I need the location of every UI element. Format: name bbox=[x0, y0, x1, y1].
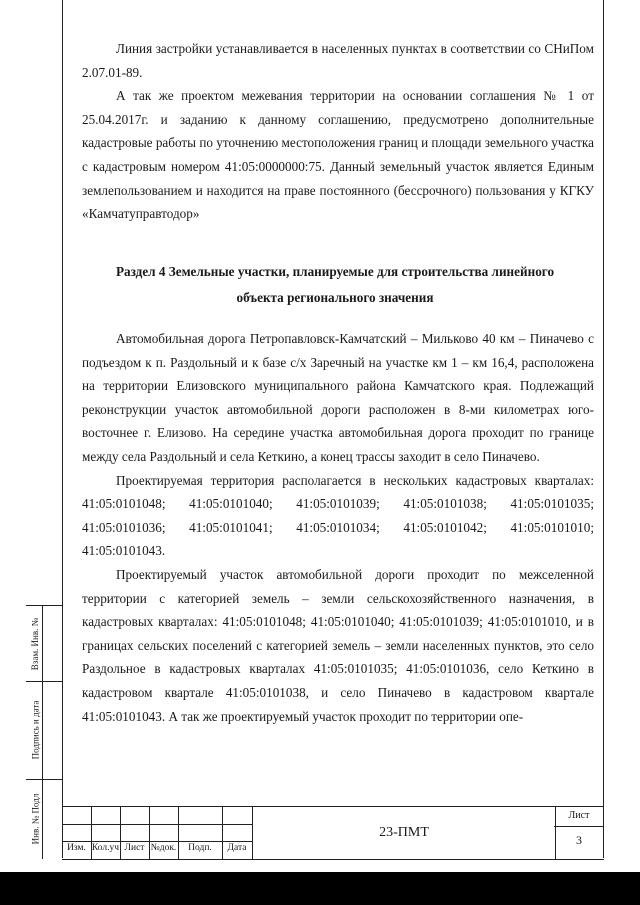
paragraph-1: Линия застройки устанавливается в населенных пунктах в соответствии со СНиПом 2.07.01-89. bbox=[82, 41, 594, 80]
side-stamp-cell-replace bbox=[26, 606, 62, 682]
revision-header-signature: Подп. bbox=[188, 843, 212, 853]
side-stamp bbox=[26, 605, 62, 859]
paragraph-5: Проектируемый участок автомобильной дороги проходит по межселенной территории с категорией земель – земли сельскохозяйственного назначения, в кадастровых кварталах: 41:05:0101048; 41:05:0101040; 41:05:0101039; 41:05:0101010, и в границах сельских поселений с категорией земель – земли населенных пунктов, это село Раздольное в кадастровых кварталах 41:05:0101035; 41:05:0101036, село Кеткино в кадастровом квартале 41:05:0101038, и село Пиначево в кадастровом квартале 41:05:0101043. А так же проектируемый участок проходит по территории опе- bbox=[82, 566, 594, 724]
frame-left-border bbox=[62, 0, 63, 858]
section-heading-line2: объекта регионального значения bbox=[236, 290, 434, 305]
scan-edge-bar bbox=[0, 872, 640, 905]
side-stamp-cell-signature bbox=[26, 681, 62, 780]
side-stamp-cell-original bbox=[26, 779, 62, 859]
revision-header-date: Дата bbox=[227, 843, 247, 853]
section-heading-line1: Раздел 4 Земельные участки, планируемые для строительства линейного bbox=[115, 264, 555, 279]
side-stamp-label-replace: Взам. Инв. № bbox=[30, 617, 40, 670]
paragraph-3: Автомобильная дорога Петропавловск-Камчатский – Мильково 40 км – Пиначево с подъездом к п. Раздольный и к базе с/х Заречный на участке км 1 – км 16,4, расположена на территории Елизовского муниципального района Камчатского края. Подлежащий реконструкции участок автомобильной дороги расположен в 8-ми километрах юго-восточнее г. Елизово. На середине участка автомобильная дорога проходит по границе между села Раздольный и села Кеткино, а конец трассы заходит в село Пиначево. bbox=[82, 331, 594, 464]
text-block-top bbox=[82, 37, 594, 226]
document-code: 23-ПМТ bbox=[252, 807, 556, 859]
revision-header-sheet: Лист bbox=[124, 843, 145, 853]
section-heading bbox=[70, 259, 600, 311]
frame-right-border bbox=[603, 0, 604, 858]
side-stamp-label-signature: Подпись и дата bbox=[30, 700, 40, 760]
revision-header-count: Кол.уч bbox=[91, 843, 120, 853]
title-block-stamp bbox=[62, 806, 604, 860]
revision-header-doc: №док. bbox=[150, 843, 177, 853]
side-stamp-label-original: Инв. № Подл bbox=[30, 793, 40, 845]
paragraph-4: Проектируемая территория располагается в нескольких кадастровых кварталах: 41:05:0101048; 41:05:0101040; 41:05:0101039; 41:05:0101038; 41:05:0101035; 41:05:0101036; 41:05:0101041; 41:05:0101034; 41:05:0101042; 41:05:0101010; 41:05:0101043. bbox=[82, 472, 594, 559]
paragraph-2: А так же проектом межевания территории на основании соглашения № 1 от 25.04.2017г. и заданию к данному соглашению, предусмотрено дополнительные кадастровые работы по уточнению местоположения границ и площади земельного участка с кадастровым номером 41:05:0000000:75. Данный земельный участок является Единым землепользованием и находится на праве постоянного (бессрочного) пользования у КГКУ «Камчатуправтодор» bbox=[82, 88, 594, 222]
sheet-label: Лист bbox=[554, 810, 604, 827]
sheet-cell bbox=[554, 807, 604, 859]
sheet-number: 3 bbox=[576, 833, 582, 847]
revision-header-change: Изм. bbox=[67, 843, 86, 853]
text-block-bottom bbox=[82, 327, 594, 728]
revision-table bbox=[62, 807, 252, 859]
